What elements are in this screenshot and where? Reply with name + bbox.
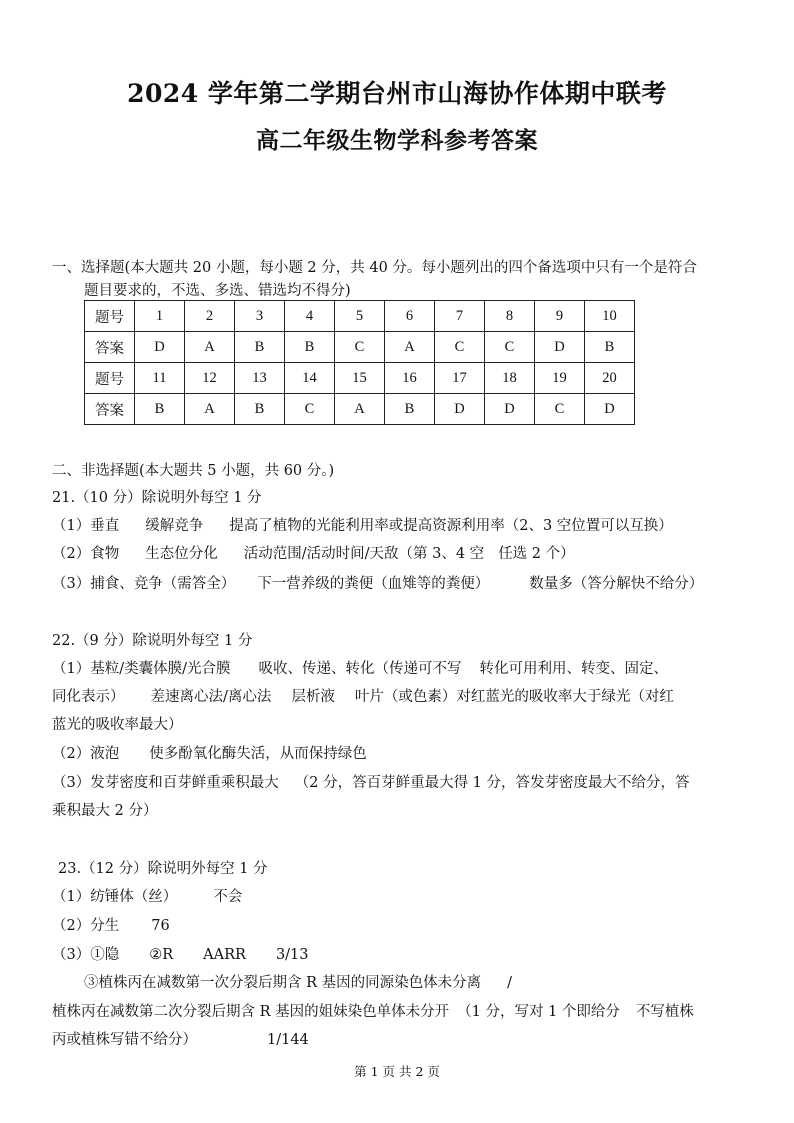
table-cell: 13 [235,363,285,394]
table-row [85,394,635,425]
table-cell: C [285,394,335,425]
table-cell: 11 [135,363,185,394]
q23-part3-sub3-line3 [52,1030,309,1050]
q23-header: 23.（12 分）除说明外每空 1 分 [58,861,268,877]
table-cell: 1 [135,301,185,332]
answer-text: （1）纺锤体（丝） [52,889,178,905]
table-cell: C [335,332,385,363]
table-cell: 15 [335,363,385,394]
table-cell: 18 [485,363,535,394]
table-cell: A [185,394,235,425]
table-cell: 10 [585,301,635,332]
table-row [85,363,635,394]
answer-text: 叶片（或色素）对红蓝光的吸收率大于绿光（对红 [354,689,674,705]
row-label-question: 题号 [85,301,135,332]
table-cell: 17 [435,363,485,394]
answer-table [84,300,635,425]
section1-heading-line1: 一、选择题(本大题共 20 小题，每小题 2 分，共 40 分。每小题列出的四个备选项中只有一个是符合 [52,260,697,276]
answer-text: （3）捕食、竞争（需答全） [52,576,236,592]
answer-text: 任选 2 个） [498,546,575,562]
answer-text: 植株丙在减数第二次分裂后期含 R 基因的姐妹染色单体未分开 [52,1004,450,1020]
table-cell: A [185,332,235,363]
q22-part3-line2: 乘积最大 2 分） [52,803,158,819]
table-row [85,301,635,332]
table-cell: 6 [385,301,435,332]
q23-part1 [52,887,242,907]
table-cell: 9 [535,301,585,332]
answer-text: （2）液泡 [52,746,120,762]
section2-heading: 二、非选择题(本大题共 5 小题，共 60 分。) [52,463,335,479]
answer-text: 使多酚氧化酶失活，从而保持绿色 [149,746,367,762]
table-cell: B [135,394,185,425]
answer-text: （1）基粒/类囊体膜/光合膜 [52,661,231,677]
table-cell: 19 [535,363,585,394]
answer-text: （3）①隐 [52,947,120,963]
table-cell: B [585,332,635,363]
table-row [85,332,635,363]
table-cell: C [485,332,535,363]
answer-text: （2）食物 [52,546,120,562]
answer-text: 下一营养级的粪便（血雉等的粪便） [257,576,490,592]
q23-part2 [52,916,170,936]
answer-text: 吸收、传递、转化（传递可不写 [258,661,462,677]
answer-text: 提高了植物的光能利用率或提高资源利用率（2、3 空位置可以互换） [229,518,673,534]
table-cell: B [235,394,285,425]
q23-part3-sub3-line2 [52,1002,694,1022]
table-cell: 2 [185,301,235,332]
q23-part3-sub3 [84,973,512,993]
answer-text: 活动范围/活动时间/天敌（第 3、4 空 [243,546,485,562]
table-cell: A [385,332,435,363]
answer-text: / [507,975,513,991]
q22-part2 [52,744,367,764]
table-cell: D [135,332,185,363]
answer-text: （3）发芽密度和百芽鲜重乘积最大 [52,775,279,791]
answer-text: 层析液 [291,689,335,705]
section1-heading-line2: 题目要求的，不选、多选、错选均不得分) [84,283,351,299]
table-cell: D [585,394,635,425]
table-cell: B [385,394,435,425]
q21-part1 [52,516,673,536]
page-footer: 第 1 页 共 2 页 [354,1064,440,1079]
row-label-question: 题号 [85,363,135,394]
answer-text: 不会 [213,889,243,905]
table-cell: 14 [285,363,335,394]
answer-text: 生态位分化 [145,546,218,562]
q22-part1-line2 [52,687,674,707]
table-cell: C [535,394,585,425]
table-cell: 5 [335,301,385,332]
table-cell: 20 [585,363,635,394]
answer-text: 转化可用利用、转变、固定、 [479,661,668,677]
answer-text: （1 分，写对 1 个即给分 [457,1004,620,1020]
answer-text: 数量多（答分解快不给分） [529,576,704,592]
table-cell: 16 [385,363,435,394]
answer-text: 1/144 [267,1032,309,1048]
answer-text: 不写植株 [635,1004,694,1020]
answer-text: （2）分生 [52,918,120,934]
answer-text: （1）垂直 [52,518,120,534]
q23-part3 [52,945,309,965]
row-label-answer: 答案 [85,394,135,425]
answer-text: 丙或植株写错不给分） [52,1032,197,1048]
q22-header: 22.（9 分）除说明外每空 1 分 [52,633,253,649]
q22-part1-line1 [52,659,668,679]
q22-part3-line1 [52,773,690,793]
answer-text: AARR [203,947,246,963]
table-cell: D [535,332,585,363]
q21-part3 [52,574,703,594]
page-subtitle: 高二年级生物学科参考答案 [256,127,538,154]
table-cell: B [285,332,335,363]
table-cell: 12 [185,363,235,394]
answer-text: ③植株丙在减数第一次分裂后期含 R 基因的同源染色体未分离 [84,975,482,991]
table-cell: 4 [285,301,335,332]
answer-text: 76 [151,918,170,934]
page-title: 2024 学年第二学期台州市山海协作体期中联考 [127,79,667,108]
q21-part2 [52,544,575,564]
table-cell: B [235,332,285,363]
table-cell: 8 [485,301,535,332]
answer-text: 3/13 [275,947,309,963]
answer-text: ②R [149,947,174,963]
table-cell: D [435,394,485,425]
table-cell: 7 [435,301,485,332]
answer-text: （2 分，答百芽鲜重最大得 1 分，答发芽密度最大不给分，答 [294,775,690,791]
answer-text: 差速离心法/离心法 [150,689,272,705]
row-label-answer: 答案 [85,332,135,363]
q21-header: 21.（10 分）除说明外每空 1 分 [52,490,262,506]
table-cell: C [435,332,485,363]
table-cell: 3 [235,301,285,332]
table-cell: D [485,394,535,425]
q22-part1-line3: 蓝光的吸收率最大） [52,717,183,733]
answer-text: 同化表示） [52,689,125,705]
table-cell: A [335,394,385,425]
answer-text: 缓解竞争 [145,518,204,534]
